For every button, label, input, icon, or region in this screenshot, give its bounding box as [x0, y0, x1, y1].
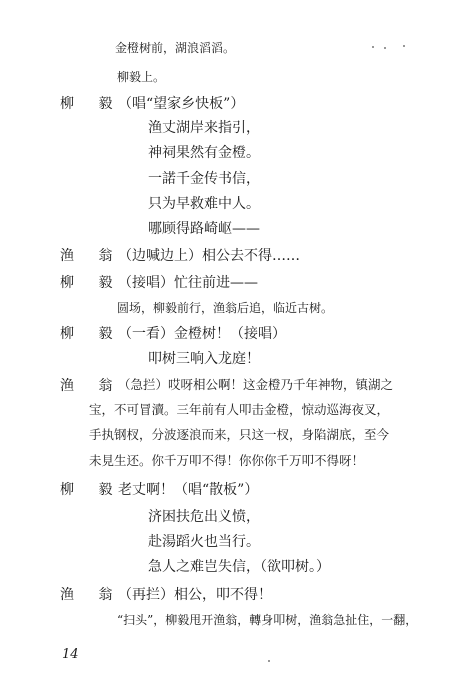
ink-speck — [403, 45, 405, 47]
verse-line: 一諾千金传书信， — [148, 171, 260, 187]
verse-line: 哪顾得路崎岖—— — [148, 221, 260, 237]
speaker-name: 柳 毅 — [60, 275, 123, 291]
dialogue-text: 宝，不可冒瀆。三年前有人叩击金橙，惊动巡海夜叉， — [89, 402, 390, 417]
stage-direction: 柳毅上。 — [117, 70, 166, 84]
speaker-name: 渔 翁 — [60, 248, 123, 264]
speaker-name: 柳 毅 — [60, 482, 123, 498]
dialogue-text: （唱“望家乡快板”） — [118, 96, 245, 112]
ink-speck — [372, 46, 374, 48]
dialogue-text: （再拦）相公，叩不得！ — [118, 587, 272, 603]
verse-line: 叩树三响入龙庭！ — [148, 351, 260, 367]
dialogue-text: （急拦）哎呀相公啊！这金橙乃千年神物，镇湖之 — [118, 377, 394, 392]
dialogue-text: 手执钢杈，分波逐浪而来，只这一杈，身陷湖底，至今 — [89, 427, 390, 442]
verse-line: 神祠果然有金橙。 — [148, 145, 260, 161]
verse-line: 济困扶危出义愤， — [148, 509, 260, 525]
dialogue-text: 未見生还。你千万叩不得！你你你千万叩不得呀！ — [89, 453, 365, 468]
verse-line: 渔丈湖岸来指引， — [148, 120, 260, 136]
page-number: 14 — [62, 647, 79, 662]
stage-direction: 圆场，柳毅前行，渔翁后追，临近古树。 — [117, 301, 334, 315]
verse-line: 急人之难岂失信，（欲叩树。） — [148, 559, 330, 575]
verse-line: 只为早救难中人。 — [148, 196, 260, 212]
ink-speck — [384, 47, 386, 49]
dialogue-text: （接唱）忙往前进—— — [118, 275, 258, 291]
speaker-name: 渔 翁 — [60, 587, 123, 603]
dialogue-text: （一看）金橙树！（接唱） — [118, 326, 286, 342]
speaker-name: 渔 翁 — [60, 378, 123, 394]
ink-speck — [268, 660, 270, 662]
verse-line: 赴湯蹈火也当行。 — [148, 534, 260, 550]
stage-direction: “扫头”，柳毅甩开渔翁，轉身叩树，渔翁急扯住，一翻， — [117, 613, 418, 627]
dialogue-text: 老丈啊！（唱“散板”） — [118, 482, 259, 498]
dialogue-text: （边喊边上）相公去不得…… — [118, 248, 300, 264]
speaker-name: 柳 毅 — [60, 96, 123, 112]
speaker-name: 柳 毅 — [60, 326, 123, 342]
stage-direction: 金橙树前，湖浪滔滔。 — [115, 41, 236, 55]
